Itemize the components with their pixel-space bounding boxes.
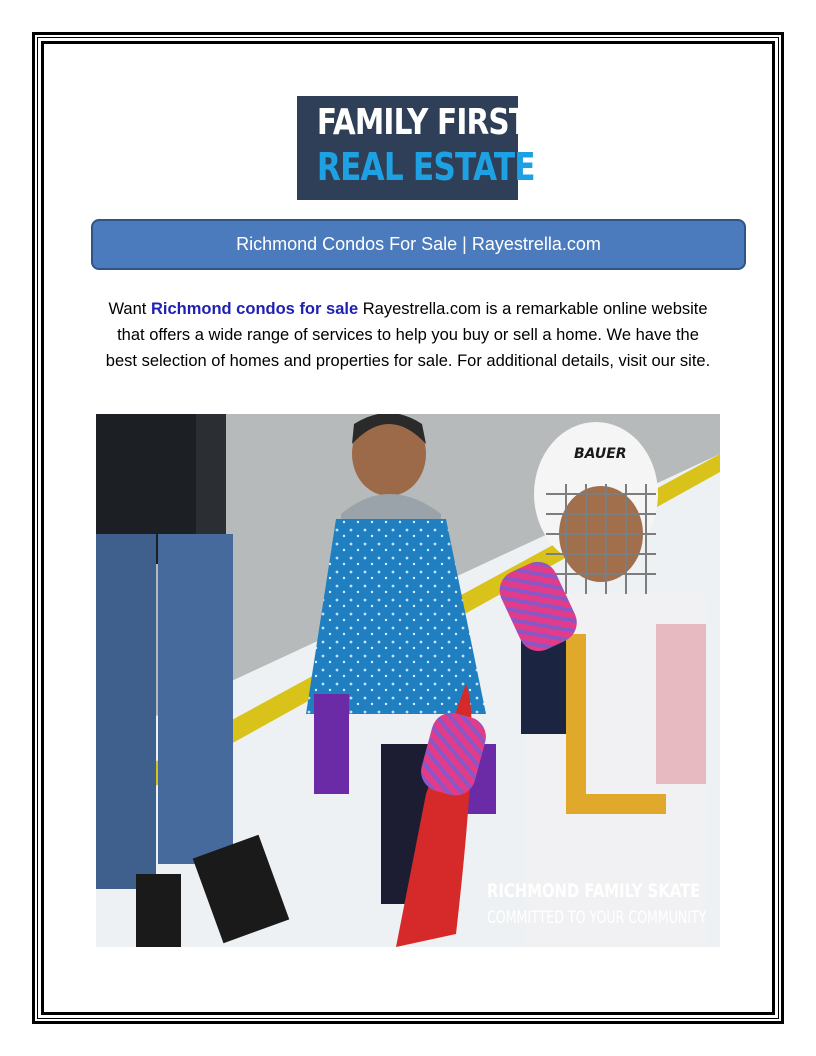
keyword-link[interactable]: Richmond condos for sale <box>150 300 359 318</box>
description-paragraph <box>100 296 716 374</box>
helmet-brand-label: BAUER <box>574 446 627 462</box>
skating-photo-illustration <box>96 414 720 947</box>
skating-photo <box>96 414 720 947</box>
company-logo <box>297 96 535 200</box>
description-prefix: Want <box>108 300 151 318</box>
title-banner: Richmond Condos For Sale | Rayestrella.com <box>91 219 746 270</box>
logo-line-family-first: FAMILY FIRST <box>316 102 529 143</box>
photo-caption-title: RICHMOND FAMILY SKATE <box>487 880 701 902</box>
photo-caption-subtitle: COMMITTED TO YOUR COMMUNITY <box>487 908 707 928</box>
logo-line-real-estate: REAL ESTATE <box>316 145 535 189</box>
description-text: Rayestrella.com is a remarkable online website that offers a wide range of services to help you buy or sell a home. We have the best selection of homes and properties for sale. For additional details, visit our site. <box>105 300 711 370</box>
